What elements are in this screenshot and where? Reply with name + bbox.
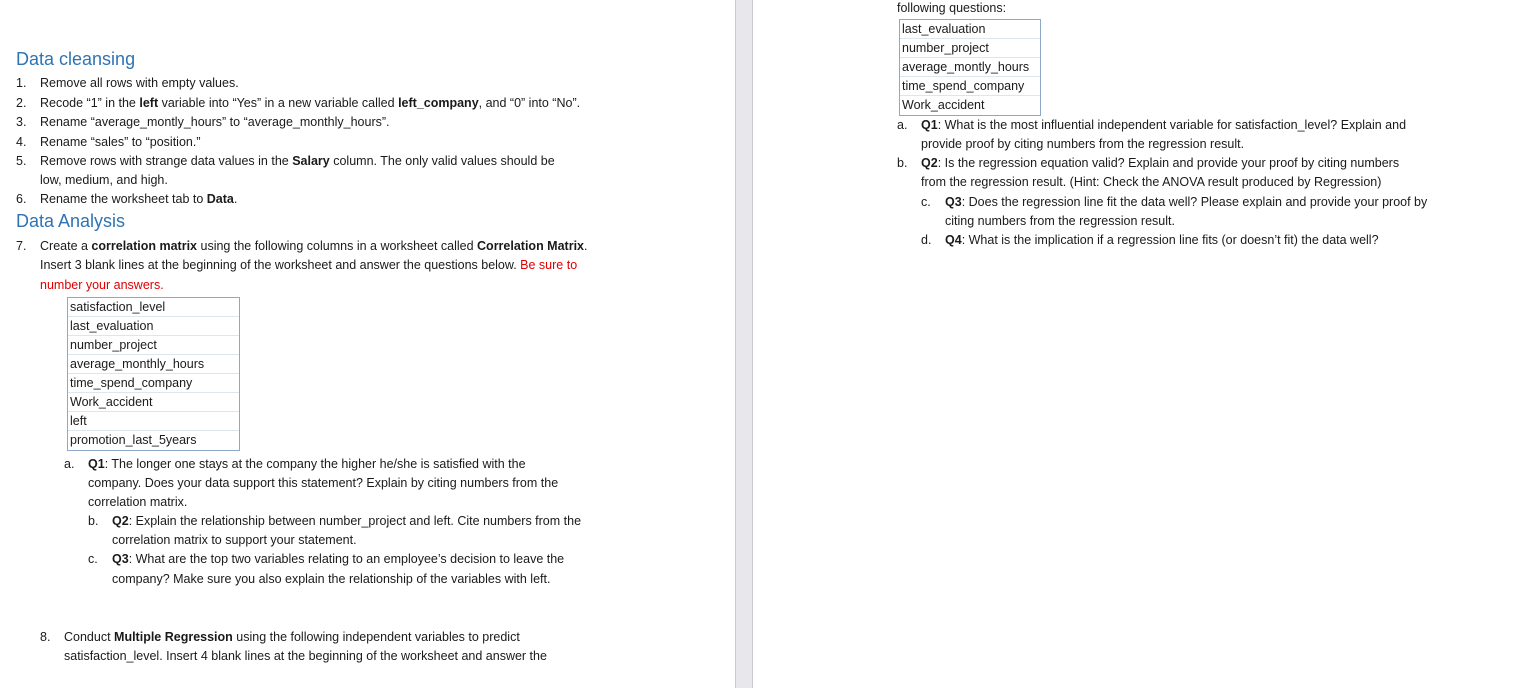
q7-question-3-cont: company? Make sure you also explain the relationship of the variables with left. (112, 572, 551, 586)
q7-question-3: Q3: What are the top two variables relating to an employee’s decision to leave the (112, 552, 565, 566)
regression-columns-list (899, 19, 1041, 116)
list-number: 2. (16, 96, 27, 110)
list-letter: a. (64, 457, 75, 471)
column-name-cell: average_montly_hours (900, 58, 1040, 77)
column-name-cell: Work_accident (68, 393, 239, 412)
column-name-cell: time_spend_company (900, 77, 1040, 96)
correlation-columns-list (67, 297, 240, 451)
heading-data-analysis: Data Analysis (16, 211, 126, 231)
list-number: 5. (16, 154, 27, 168)
document-page-right (753, 0, 1533, 688)
q7-question-1-cont: company. Does your data support this statement? Explain by citing numbers from the (88, 476, 559, 490)
step-2-text: Recode “1” in the left variable into “Yes” in a new variable called left_company, and “0” into “No”. (40, 96, 581, 110)
heading-data-cleansing: Data cleansing (16, 49, 136, 69)
list-number: 3. (16, 115, 27, 129)
list-letter: c. (921, 195, 931, 209)
following-questions-text: following questions: (897, 1, 1007, 15)
column-name-cell: number_project (68, 336, 239, 355)
list-letter: d. (921, 233, 932, 247)
document-page-left (0, 0, 735, 688)
column-name-cell: average_monthly_hours (68, 355, 239, 374)
q7-question-1-cont: correlation matrix. (88, 495, 188, 509)
q8-question-1: Q1: What is the most influential independent variable for satisfaction_level? Explain and (921, 118, 1407, 132)
list-letter: b. (88, 514, 99, 528)
q7-question-2: Q2: Explain the relationship between number_project and left. Cite numbers from the (112, 514, 582, 528)
step-7-text-cont: Insert 3 blank lines at the beginning of the worksheet and answer the questions below. Be sure to (40, 258, 578, 272)
list-number: 6. (16, 192, 27, 206)
column-name-cell: satisfaction_level (68, 298, 239, 317)
step-1-text: Remove all rows with empty values. (40, 76, 239, 90)
column-name-cell: left (68, 412, 239, 431)
q7-question-1: Q1: The longer one stays at the company the higher he/she is satisfied with the (88, 457, 526, 471)
q8-question-2: Q2: Is the regression equation valid? Explain and provide your proof by citing numbers (921, 156, 1400, 170)
list-number: 4. (16, 135, 27, 149)
step-7-text: Create a correlation matrix using the following columns in a worksheet called Correlation Matrix. (40, 239, 588, 253)
step-8-text: Conduct Multiple Regression using the following independent variables to predict (64, 630, 520, 644)
q8-question-3-cont: citing numbers from the regression result. (945, 214, 1175, 228)
column-name-cell: last_evaluation (900, 20, 1040, 39)
column-name-cell: last_evaluation (68, 317, 239, 336)
step-3-text: Rename “average_montly_hours” to “average_monthly_hours”. (40, 115, 390, 129)
step-8-text-cont: satisfaction_level. Insert 4 blank lines at the beginning of the worksheet and answer the (64, 649, 547, 663)
list-number: 8. (40, 630, 51, 644)
column-name-cell: time_spend_company (68, 374, 239, 393)
q8-question-4: Q4: What is the implication if a regression line fits (or doesn’t fit) the data well? (945, 233, 1379, 247)
step-6-text: Rename the worksheet tab to Data. (40, 192, 238, 206)
column-name-cell: number_project (900, 39, 1040, 58)
list-letter: c. (88, 552, 98, 566)
list-number: 7. (16, 239, 27, 253)
q7-question-2-cont: correlation matrix to support your statement. (112, 533, 357, 547)
list-letter: b. (897, 156, 908, 170)
q8-question-1-cont: provide proof by citing numbers from the regression result. (921, 137, 1245, 151)
column-name-cell: promotion_last_5years (70, 433, 197, 447)
page-gutter (735, 0, 753, 688)
list-letter: a. (897, 118, 908, 132)
q8-question-3: Q3: Does the regression line fit the data well? Please explain and provide your proof by (945, 195, 1428, 209)
step-7-red-note: number your answers. (40, 278, 164, 292)
q8-question-2-cont: from the regression result. (Hint: Check the ANOVA result produced by Regression) (921, 175, 1382, 189)
list-number: 1. (16, 76, 27, 90)
step-5-text: Remove rows with strange data values in the Salary column. The only valid values should be (40, 154, 555, 168)
column-name-cell: Work_accident (902, 98, 985, 112)
step-4-text: Rename “sales” to “position.” (40, 135, 201, 149)
step-5-text-cont: low, medium, and high. (40, 173, 168, 187)
